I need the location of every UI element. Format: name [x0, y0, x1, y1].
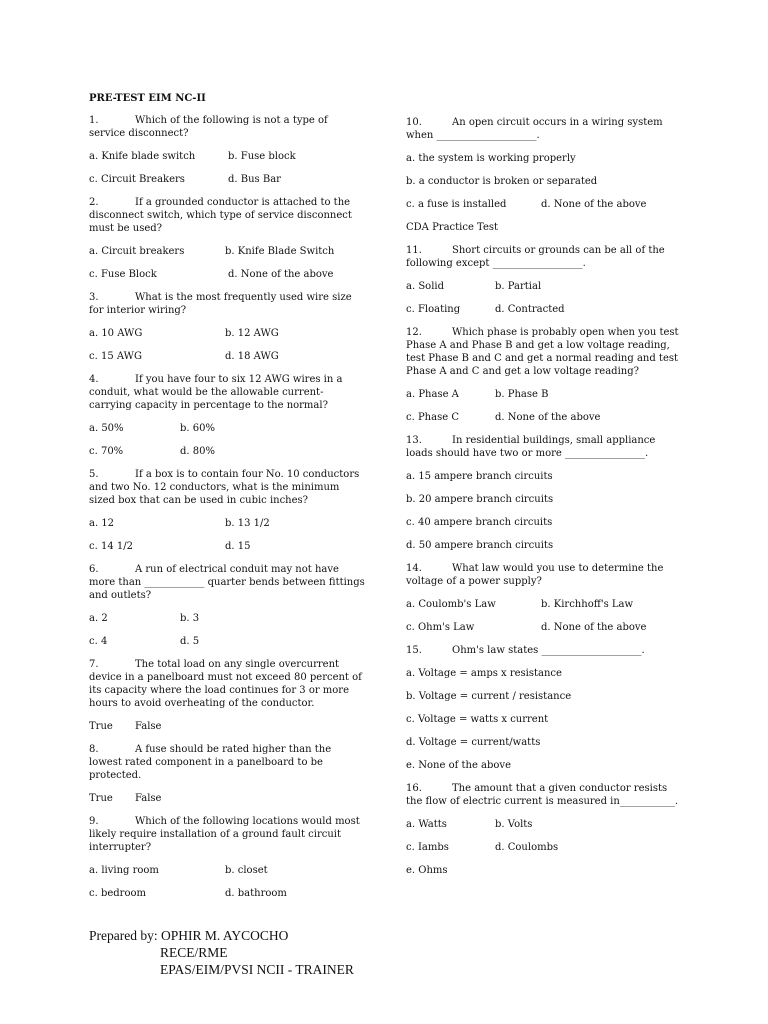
- options-row: [89, 612, 365, 625]
- question-text: Which of the following locations would most likely require installation of a ground fault circuit interrupter?: [89, 816, 360, 853]
- option-d: d. 18 AWG: [225, 351, 279, 362]
- option-b: b. 20 ampere branch circuits: [406, 494, 554, 505]
- true-false-row: [89, 720, 365, 733]
- option-a: a. 15 ampere branch circuits: [406, 471, 553, 482]
- options-row: [406, 598, 682, 611]
- prepared-by-line: Prepared by: OPHIR M. AYCOCHO: [89, 928, 289, 943]
- question-text: A fuse should be rated higher than the lowest rated component in a panelboard to be protected.: [89, 744, 332, 781]
- option-false: False: [135, 793, 162, 804]
- options-row: [406, 388, 682, 401]
- question-text: Which phase is probably open when you test Phase A and Phase B and get a low voltage reading, test Phase B and C and get a normal reading and test Phase A and C and get a low voltage reading?: [406, 327, 679, 377]
- question-text: Which of the following is not a type of service disconnect?: [89, 115, 328, 139]
- option-c: c. 70%: [89, 446, 124, 457]
- question-number: 16.: [406, 783, 422, 794]
- question-1: [89, 114, 365, 140]
- options-row: [89, 864, 365, 877]
- question-text: Ohm's law states ____________________.: [452, 645, 645, 656]
- option-c: c. 15 AWG: [89, 351, 142, 362]
- question-3: [89, 291, 365, 317]
- question-15: [406, 644, 682, 657]
- options-row: [406, 818, 682, 831]
- question-9: [89, 815, 365, 854]
- options-row: [406, 303, 682, 316]
- question-8: [89, 743, 365, 782]
- question-text: What law would you use to determine the voltage of a power supply?: [406, 563, 664, 587]
- question-number: 2.: [89, 197, 99, 208]
- question-text: What is the most frequently used wire size for interior wiring?: [89, 292, 352, 316]
- options-row: [89, 173, 365, 186]
- question-5: [89, 468, 365, 507]
- question-number: 6.: [89, 564, 99, 575]
- options-row: [406, 280, 682, 293]
- options-row: [89, 327, 365, 340]
- question-text: If you have four to six 12 AWG wires in a conduit, what would be the allowable current-carrying capacity in percentage to the normal?: [89, 374, 343, 411]
- question-16: [406, 782, 682, 808]
- option-a: a. 2: [89, 613, 108, 624]
- question-text: An open circuit occurs in a wiring system when ____________________.: [406, 117, 663, 141]
- option-e: e. None of the above: [406, 760, 511, 771]
- option-b: b. 12 AWG: [225, 328, 279, 339]
- option-b: b. a conductor is broken or separated: [406, 176, 598, 187]
- options-row: [89, 350, 365, 363]
- options-row: [89, 268, 365, 281]
- option-d: d. None of the above: [541, 622, 647, 633]
- option-d: d. Bus Bar: [228, 174, 281, 185]
- question-11: [406, 244, 682, 270]
- option-c: c. Fuse Block: [89, 269, 157, 280]
- options-row: [89, 635, 365, 648]
- option-false: False: [135, 721, 162, 732]
- option-a: a. 10 AWG: [89, 328, 143, 339]
- option-b: b. Voltage = current / resistance: [406, 691, 572, 702]
- option-a: a. the system is working properly: [406, 153, 576, 164]
- question-text: Short circuits or grounds can be all of the following except __________________.: [406, 245, 665, 269]
- question-number: 5.: [89, 469, 99, 480]
- question-14: [406, 562, 682, 588]
- options-row: [89, 150, 365, 163]
- options-row: [89, 517, 365, 530]
- option-b: b. 3: [180, 613, 200, 624]
- option-b: b. Partial: [495, 281, 542, 292]
- question-text: A run of electrical conduit may not have more than ____________ quarter bends between fittings and outlets?: [89, 564, 365, 601]
- question-text: The amount that a given conductor resists the flow of electric current is measured in___________.: [406, 783, 678, 807]
- option-d: d. 15: [225, 541, 251, 552]
- right-column: [406, 116, 682, 887]
- option-d: d. 50 ampere branch circuits: [406, 540, 554, 551]
- question-number: 12.: [406, 327, 422, 338]
- option-c: c. Phase C: [406, 412, 459, 423]
- question-number: 9.: [89, 816, 99, 827]
- option-a: a. Watts: [406, 819, 447, 830]
- option-b: b. Knife Blade Switch: [225, 246, 335, 257]
- option-c: c. a fuse is installed: [406, 199, 507, 210]
- option-a: a. Voltage = amps x resistance: [406, 668, 562, 679]
- option-a: a. living room: [89, 865, 159, 876]
- question-12: [406, 326, 682, 378]
- options-row: [89, 245, 365, 258]
- question-6: [89, 563, 365, 602]
- option-c: c. Ohm's Law: [406, 622, 475, 633]
- option-c: c. 4: [89, 636, 108, 647]
- question-text: If a grounded conductor is attached to the disconnect switch, which type of service disconnect must be used?: [89, 197, 352, 234]
- option-a: a. Circuit breakers: [89, 246, 185, 257]
- source-note: CDA Practice Test: [406, 222, 499, 233]
- option-d: d. Voltage = current/watts: [406, 737, 541, 748]
- option-b: b. Volts: [495, 819, 533, 830]
- option-a: a. Coulomb's Law: [406, 599, 496, 610]
- option-e: e. Ohms: [406, 865, 448, 876]
- option-d: d. Contracted: [495, 304, 565, 315]
- credentials-line: RECE/RME: [160, 945, 228, 960]
- option-c: c. 14 1/2: [89, 541, 133, 552]
- question-text: If a box is to contain four No. 10 conductors and two No. 12 conductors, what is the minimum sized box that can be used in cubic inches?: [89, 469, 360, 506]
- question-number: 7.: [89, 659, 99, 670]
- question-13: [406, 434, 682, 460]
- trainer-line: EPAS/EIM/PVSI NCII - TRAINER: [160, 962, 354, 977]
- option-a: a. Phase A: [406, 389, 459, 400]
- question-number: 3.: [89, 292, 99, 303]
- option-b: b. closet: [225, 865, 268, 876]
- option-c: c. Iambs: [406, 842, 449, 853]
- question-text: In residential buildings, small appliance loads should have two or more ________________.: [406, 435, 656, 459]
- option-d: d. None of the above: [495, 412, 601, 423]
- option-a: a. 12: [89, 518, 115, 529]
- true-false-row: [89, 792, 365, 805]
- option-b: b. Kirchhoff's Law: [541, 599, 634, 610]
- prepared-by-footer: [89, 927, 354, 978]
- question-number: 8.: [89, 744, 99, 755]
- option-c: c. Floating: [406, 304, 461, 315]
- question-number: 14.: [406, 563, 422, 574]
- option-true: True: [89, 793, 113, 804]
- options-row: [406, 411, 682, 424]
- question-10: [406, 116, 682, 142]
- options-row: [89, 540, 365, 553]
- option-c: c. Voltage = watts x current: [406, 714, 549, 725]
- question-number: 15.: [406, 645, 422, 656]
- question-number: 10.: [406, 117, 422, 128]
- option-b: b. Fuse block: [228, 151, 296, 162]
- options-row: [89, 445, 365, 458]
- options-row: [89, 887, 365, 900]
- question-number: 4.: [89, 374, 99, 385]
- options-row: [406, 841, 682, 854]
- option-true: True: [89, 721, 113, 732]
- option-c: c. 40 ampere branch circuits: [406, 517, 553, 528]
- option-a: a. Solid: [406, 281, 444, 292]
- question-2: [89, 196, 365, 235]
- options-row: [406, 198, 682, 211]
- option-c: c. bedroom: [89, 888, 146, 899]
- question-4: [89, 373, 365, 412]
- option-b: b. 13 1/2: [225, 518, 270, 529]
- question-7: [89, 658, 365, 710]
- question-number: 1.: [89, 115, 99, 126]
- option-a: a. 50%: [89, 423, 124, 434]
- option-b: b. Phase B: [495, 389, 549, 400]
- option-d: d. 80%: [180, 446, 215, 457]
- option-d: d. bathroom: [225, 888, 287, 899]
- option-d: d. None of the above: [541, 199, 647, 210]
- question-number: 11.: [406, 245, 422, 256]
- option-d: d. None of the above: [228, 269, 334, 280]
- page-title: PRE-TEST EIM NC-II: [89, 93, 206, 104]
- option-d: d. Coulombs: [495, 842, 559, 853]
- option-c: c. Circuit Breakers: [89, 174, 185, 185]
- option-d: d. 5: [180, 636, 200, 647]
- options-row: [89, 422, 365, 435]
- options-row: [406, 621, 682, 634]
- question-number: 13.: [406, 435, 422, 446]
- question-text: The total load on any single overcurrent device in a panelboard must not exceed 80 percent of its capacity where the load continues for 3 or more hours to avoid overheating of the conductor.: [89, 659, 362, 709]
- option-a: a. Knife blade switch: [89, 151, 196, 162]
- left-column: [89, 92, 365, 910]
- option-b: b. 60%: [180, 423, 215, 434]
